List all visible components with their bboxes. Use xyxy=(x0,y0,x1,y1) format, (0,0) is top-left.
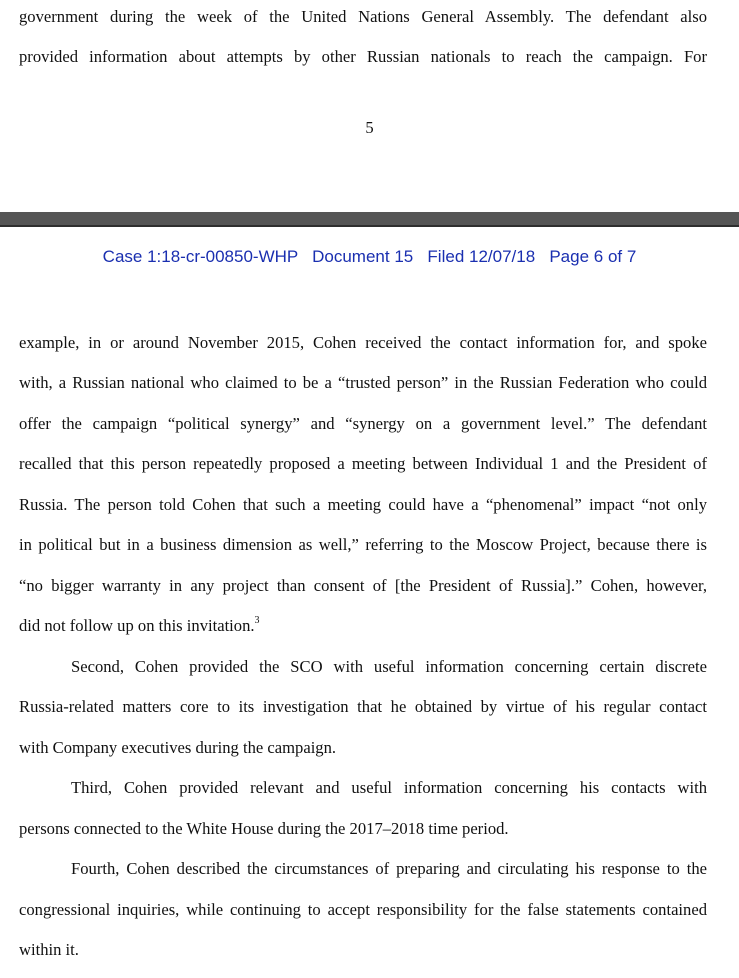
paragraph-start: Second, Cohen provided the SCO with useful information concerning certain discrete xyxy=(71,657,707,676)
text-line: in political but in a business dimension as well,” referring to the Moscow Project, because there is xyxy=(19,535,707,554)
text-line: government during the week of the United Nations General Assembly. The defendant also xyxy=(19,7,707,26)
document-number: Document 15 xyxy=(312,247,414,266)
text-line: provided information about attempts by other Russian nationals to reach the campaign. For xyxy=(19,47,707,66)
text-line xyxy=(19,616,707,636)
paragraph-start: Third, Cohen provided relevant and useful information concerning his contacts with xyxy=(71,778,707,797)
text-line: “no bigger warranty in any project than consent of [the President of Russia].” Cohen, however, xyxy=(19,576,707,595)
text-line: Russia. The person told Cohen that such a meeting could have a “phenomenal” impact “not only xyxy=(19,495,707,514)
text-line: with Company executives during the campaign. xyxy=(19,738,337,757)
filed-date: Filed 12/07/18 xyxy=(427,247,536,266)
previous-page-bottom xyxy=(0,0,739,212)
page-count: Page 6 of 7 xyxy=(549,247,637,266)
text-line: within it. xyxy=(19,940,79,959)
page-separator-edge xyxy=(0,225,739,227)
paragraph-start: Fourth, Cohen described the circumstances of preparing and circulating his response to the xyxy=(71,859,707,878)
page-number: 5 xyxy=(365,118,374,137)
text-line: congressional inquiries, while continuing to accept responsibility for the false statements contained xyxy=(19,900,707,919)
footnote-reference: 3 xyxy=(254,615,260,627)
text-line-content: did not follow up on this invitation. xyxy=(19,616,255,635)
text-line: Russia-related matters core to its investigation that he obtained by virtue of his regular contact xyxy=(19,697,707,716)
text-line: example, in or around November 2015, Cohen received the contact information for, and spoke xyxy=(19,333,707,352)
case-header xyxy=(0,247,739,267)
text-line: persons connected to the White House during the 2017–2018 time period. xyxy=(19,819,509,838)
text-line: with, a Russian national who claimed to be a “trusted person” in the Russian Federation who could xyxy=(19,373,707,392)
case-number: Case 1:18-cr-00850-WHP xyxy=(102,247,298,266)
text-line: offer the campaign “political synergy” and “synergy on a government level.” The defendant xyxy=(19,414,707,433)
text-line: recalled that this person repeatedly proposed a meeting between Individual 1 and the President of xyxy=(19,454,707,473)
